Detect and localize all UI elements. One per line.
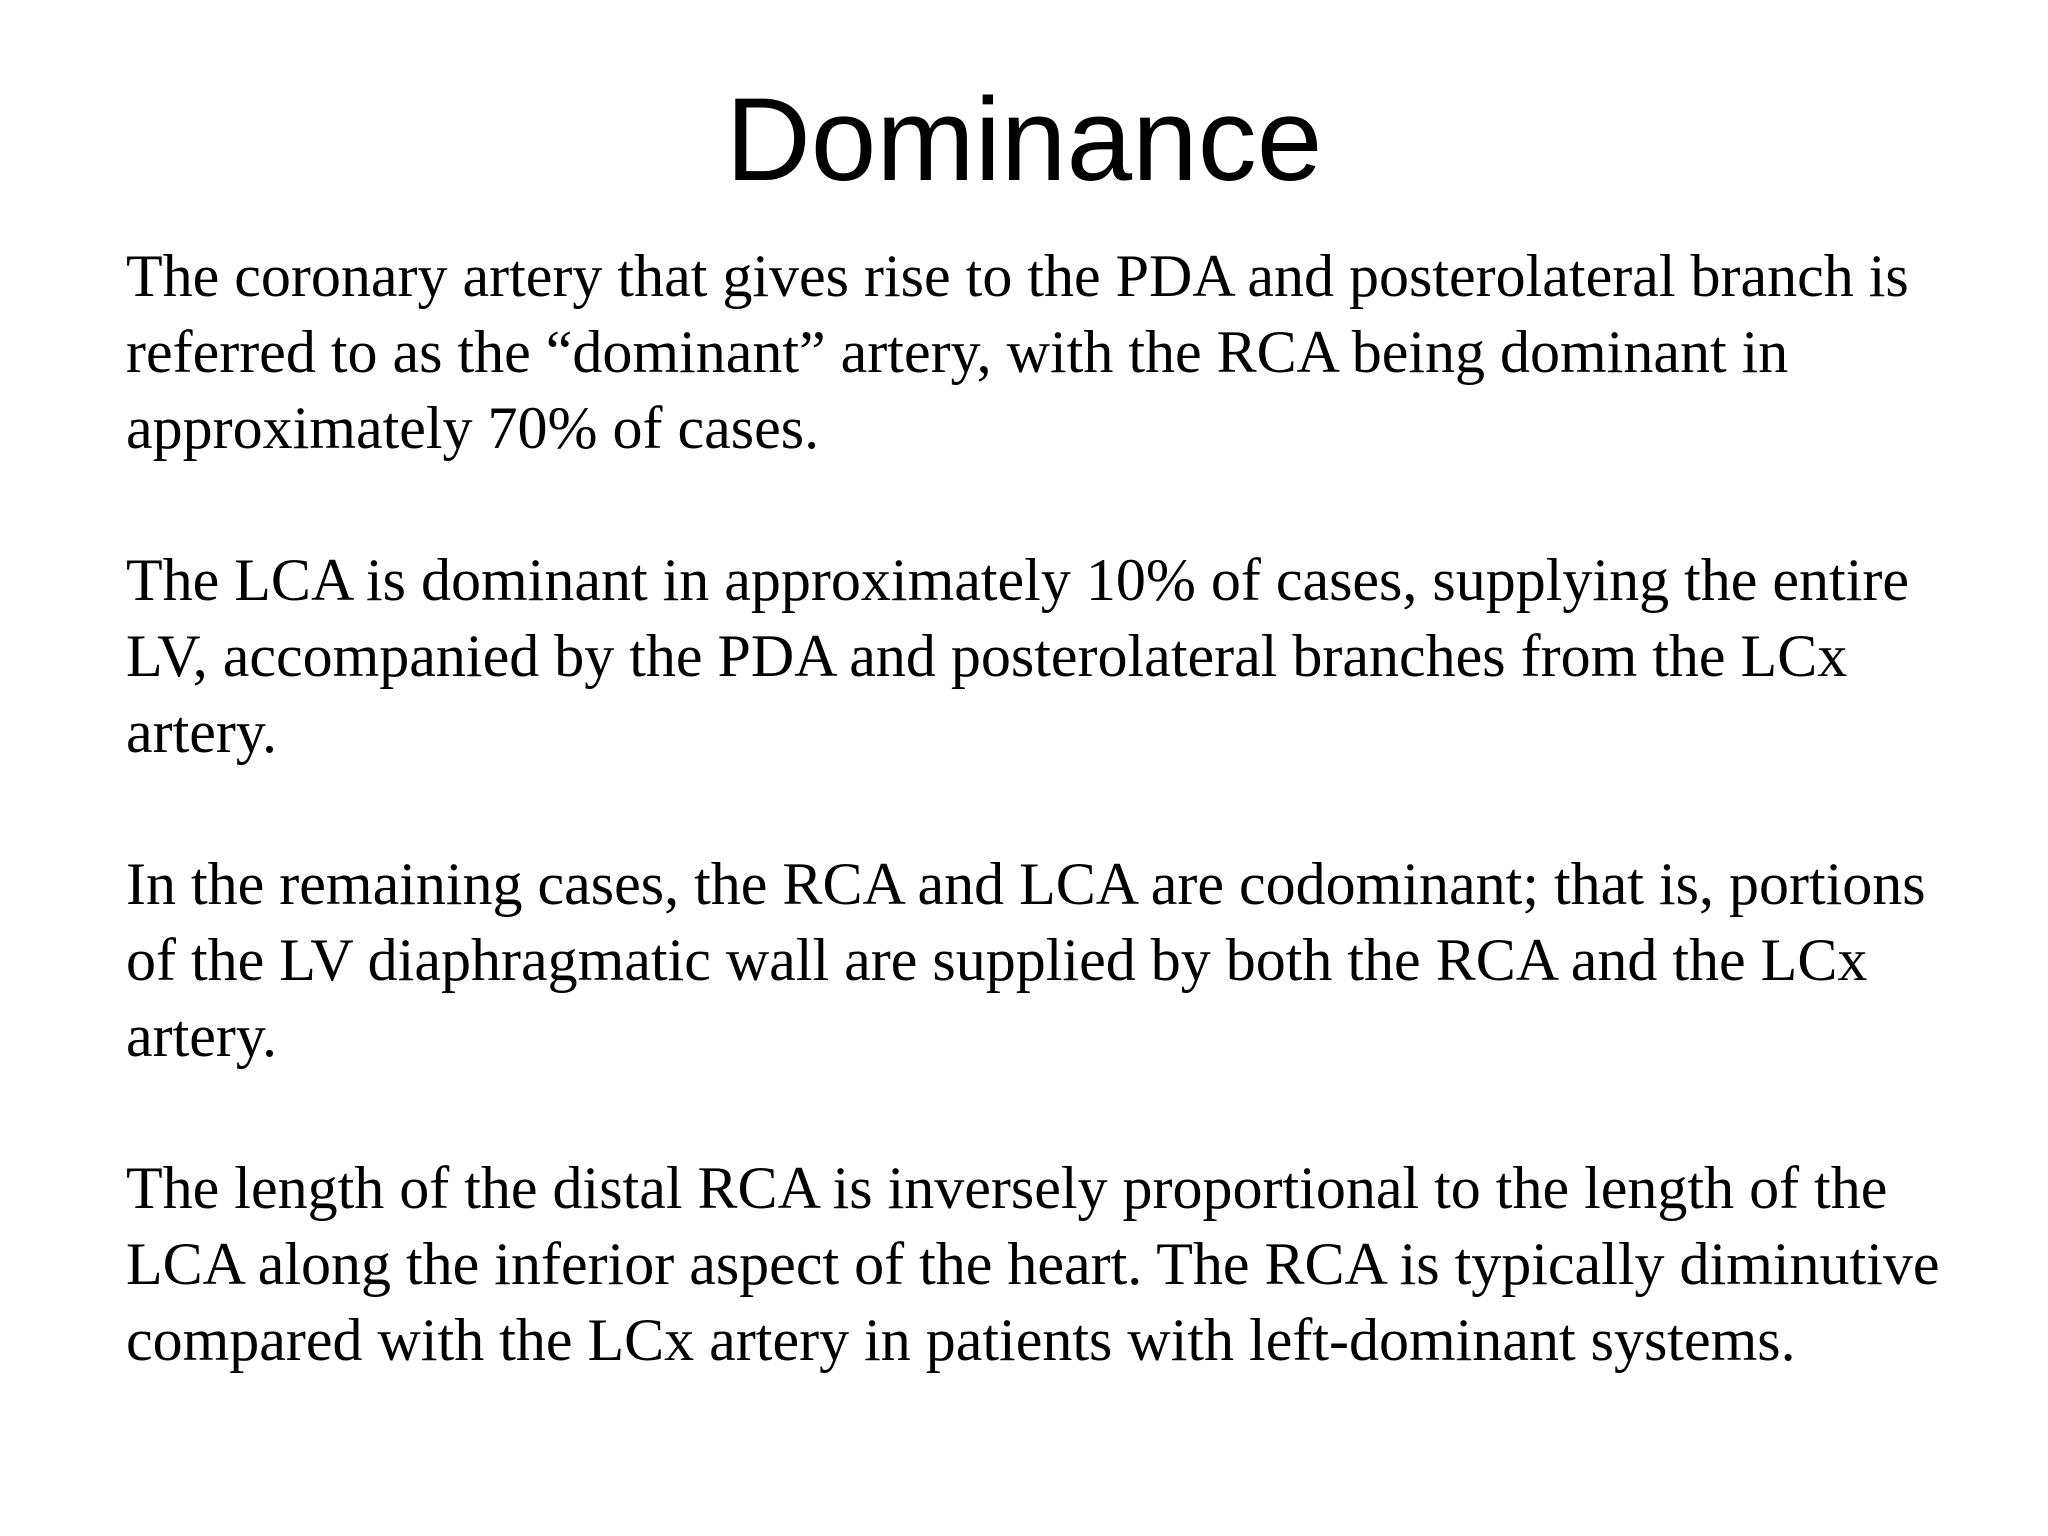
slide-title: Dominance: [725, 74, 1323, 206]
paragraph-dominant-artery: The coronary artery that gives rise to the PDA and posterolateral branch is referred to as the “dominant” artery, with the RCA being dominant in approximately 70% of cases.: [126, 243, 1909, 461]
paragraph-distal-rca-length: The length of the distal RCA is inversely proportional to the length of the LCA along the inferior aspect of the heart. The RCA is typically diminutive compared with the LCx artery in patients with left-dominant systems.: [126, 1155, 1940, 1373]
paragraph-lca-dominant: The LCA is dominant in approximately 10% of cases, supplying the entire LV, accompanied by the PDA and posterolateral branches from the LCx artery.: [126, 547, 1909, 765]
slide-body: [126, 238, 1986, 1378]
paragraph-codominant: In the remaining cases, the RCA and LCA are codominant; that is, portions of the LV diaphragmatic wall are supplied by both the RCA and the LCx artery.: [126, 851, 1926, 1069]
